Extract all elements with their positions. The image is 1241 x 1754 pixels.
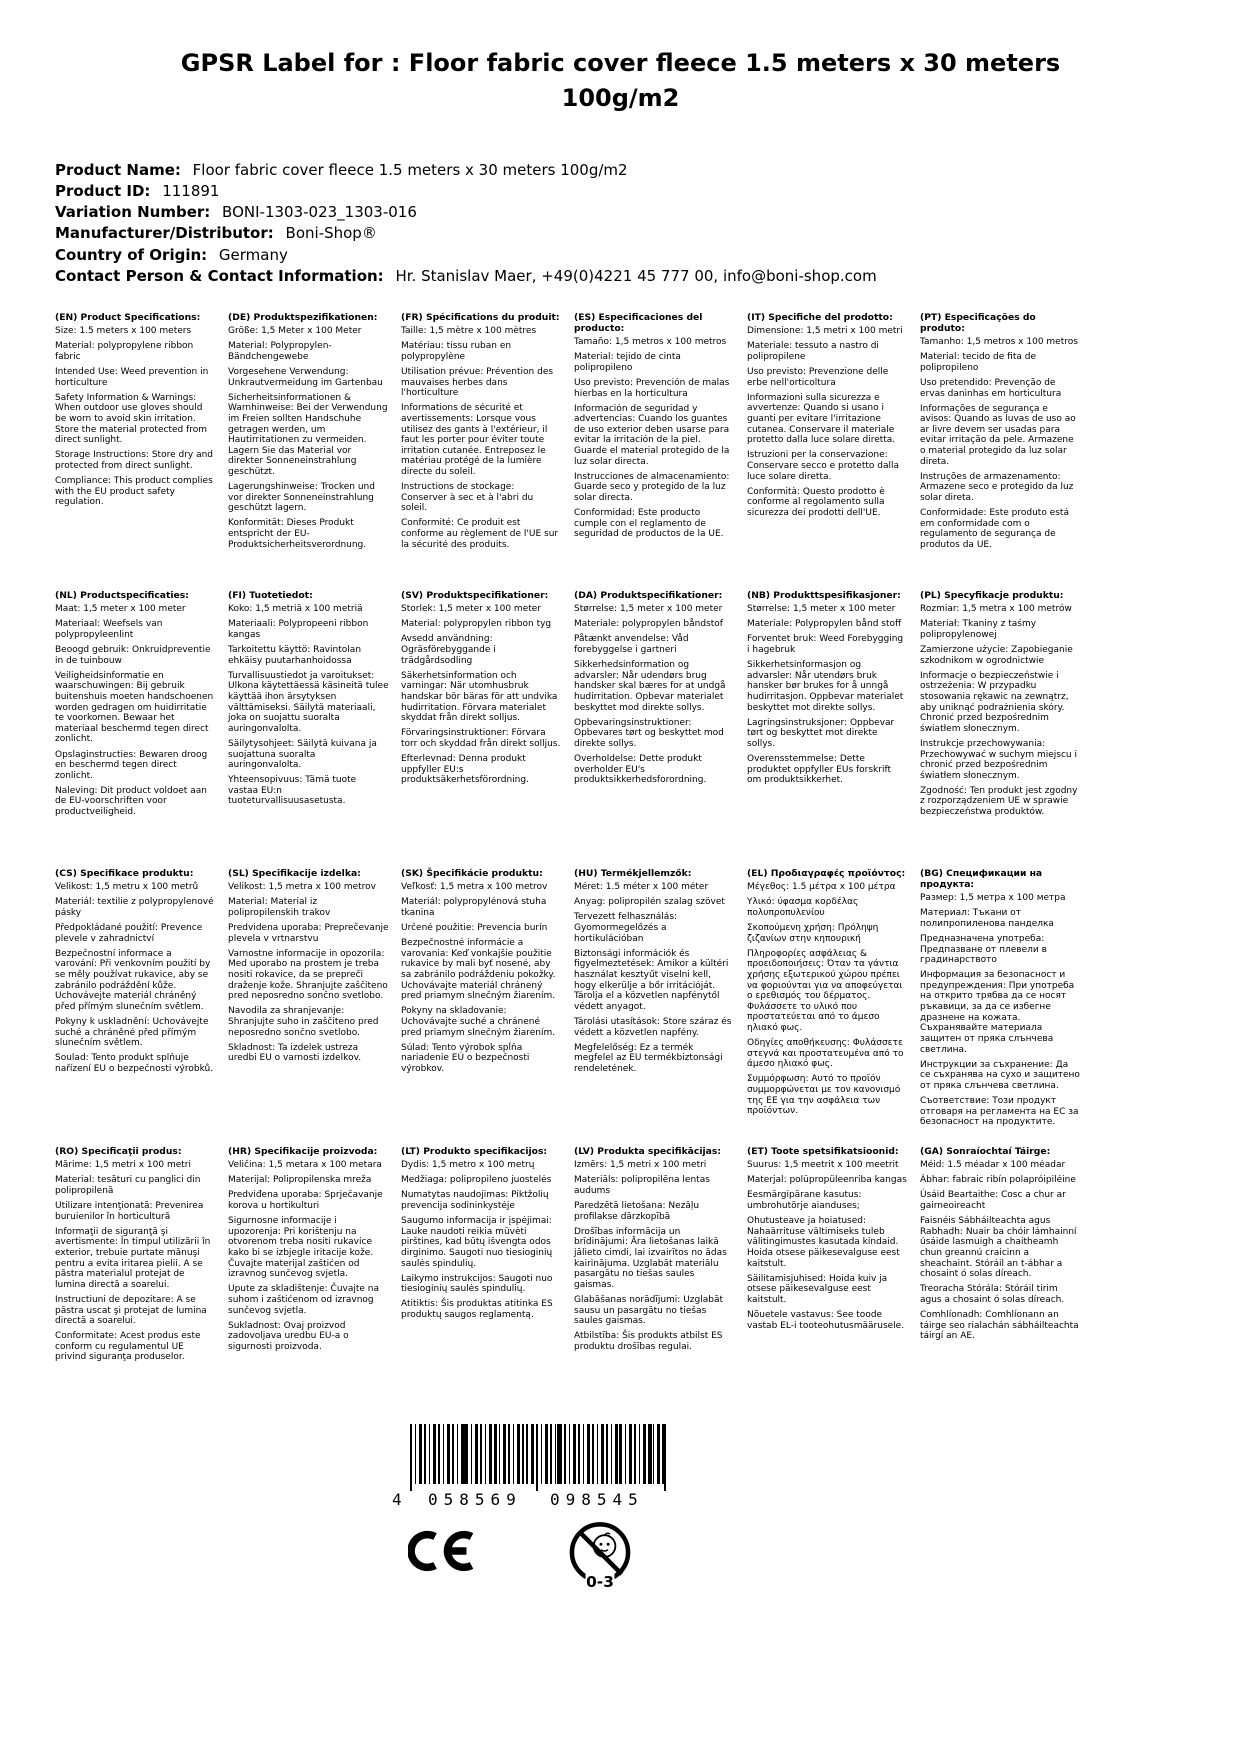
spec-paragraph: Material: Polypropylen-Bändchengewebe (228, 341, 332, 362)
spec-block (574, 869, 747, 1147)
spec-paragraph: Размер: 1,5 метра x 100 метра (920, 893, 1066, 904)
spec-paragraph: Opslaginstructies: Bewaren droog en beschermd tegen direct zonlicht. (55, 749, 208, 781)
spec-paragraph: Compliance: This product complies with the EU product safety regulation. (55, 476, 213, 508)
spec-paragraph: Izmērs: 1,5 metri x 100 metri (574, 1160, 707, 1171)
spec-paragraph: Medžiaga: polipropileno juostelės (401, 1175, 552, 1186)
spec-paragraph: Soulad: Tento produkt splňuje nařízení EU o bezpečnosti výrobků. (55, 1053, 214, 1074)
block-heading: (EL) Προδιαγραφές προϊόντος: (747, 868, 906, 880)
spec-paragraph: Material: polypropylene ribbon fabric (55, 341, 194, 362)
block-paragraphs (747, 604, 908, 786)
spec-paragraph: Beoogd gebruik: Onkruidpreventie in de tuinbouw (55, 645, 211, 666)
spec-block (574, 313, 747, 591)
spec-paragraph: Instrucciones de almacenamiento: Guarde seco y protegido de la luz solar directa. (574, 471, 730, 504)
spec-paragraph: Instructiuni de depozitare: A se păstra uscat şi protejat de lumina directă a soarelui. (55, 1294, 207, 1327)
spec-paragraph: Zgodność: Ten produkt jest zgodny z rozporządzeniem UE w sprawie bezpieczeństwa produktów. (920, 785, 1078, 818)
spec-paragraph: Информация за безопасност и предупреждения: При употреба на открито трябва да се носят ръкавици, за да се избегне дразнене на кожата. Съхранявайте материала защитен от пряка слънчева светлина. (920, 970, 1075, 1055)
spec-paragraph: Safety Information & Warnings: When outdoor use gloves should be worn to avoid skin irritation. Store the material protected from direct sunlight. (55, 392, 208, 446)
block-heading: (FR) Spécifications du produit: (401, 312, 560, 324)
spec-paragraph: Opbevaringsinstruktioner: Opbevares tørt og beskyttet mod direkte sollys. (574, 717, 724, 749)
spec-paragraph: Velikost: 1,5 metra x 100 metrov (228, 882, 376, 893)
spec-paragraph: Instructions de stockage: Conserver à sec et à l'abri du soleil. (401, 482, 534, 514)
age-warning-label: 0-3 (586, 1572, 614, 1591)
spec-paragraph: Nõuetele vastavus: See toode vastab EL-i tooteohutusmäärusele. (747, 1310, 905, 1331)
spec-paragraph: Material: Material iz polipropilenskih trakov (228, 897, 331, 918)
spec-block (401, 1147, 574, 1425)
spec-paragraph: Veličina: 1,5 metara x 100 metara (228, 1160, 382, 1171)
spec-paragraph: Ábhar: fabraic ribín polapróipiléine (920, 1175, 1076, 1186)
spec-block (747, 591, 920, 869)
block-heading: (ES) Especificaciones del producto: (574, 312, 703, 335)
spec-block (574, 591, 747, 869)
block-heading: (ET) Toote spetsifikatsioonid: (747, 1146, 899, 1158)
spec-paragraph: Navodila za shranjevanje: Shranjujte suho in zaščiteno pred neposredno sončno svetlobo. (228, 1006, 379, 1038)
spec-paragraph: Numatytas naudojimas: Piktžolių prevencija sodininkystėje (401, 1190, 549, 1212)
spec-paragraph: Upute za skladištenje: Čuvajte na suhom i zaštićenom od izravnog sunčevog svjetla. (228, 1284, 380, 1316)
spec-paragraph: Μέγεθος: 1.5 μέτρα x 100 μέτρα (747, 882, 896, 893)
spec-paragraph: Säilytysohjeet: Säilytä kuivana ja suojattuna suoralta auringonvalolta. (228, 738, 377, 771)
spec-paragraph: Atitiktis: Šis produktas atitinka ES produktų saugos reglamentą. (401, 1299, 553, 1321)
spec-paragraph: Laikymo instrukcijos: Saugoti nuo tiesioginių saulės spindulių. (401, 1273, 553, 1295)
spec-paragraph: Faisnéis Sábháilteachta agus Rabhadh: Nuair ba chóir lámhainní úsáide lasmuigh a chaitheamh chun greannú craicinn a sheachaint. Stóráil an t-ábhar a chosaint ó solas díreach. (920, 1216, 1077, 1280)
info-row (55, 266, 1241, 287)
spec-paragraph: Rozmiar: 1,5 metra x 100 metrów (920, 604, 1072, 615)
spec-paragraph: Eesmärgipärane kasutus: umbrohutõrje aianduses; (747, 1190, 862, 1212)
barcode-right-digits: 098545 (550, 1490, 644, 1509)
spec-paragraph: Megfelelőség: Ez a termék megfelel az EU termékbiztonsági rendeletének. (574, 1042, 723, 1074)
spec-paragraph: Συμμόρφωση: Αυτό το προϊόν συμμορφώνεται με τον κανονισμό της ΕΕ για την ασφάλεια των προϊόντων. (747, 1074, 901, 1117)
barcode-guard-bar (664, 1424, 666, 1491)
info-value: Boni-Shop® (285, 224, 377, 243)
spec-paragraph: Sicherheitsinformationen & Warnhinweise: Bei der Verwendung im Freien sollten Handschuhe getragen werden, um Hautirritationen zu vermeiden. Lagern Sie das Material vor direkter Sonneneinstrahlung geschützt. (228, 392, 388, 478)
spec-paragraph: Storlek: 1,5 meter x 100 meter (401, 604, 541, 615)
info-label: Country of Origin: (55, 245, 208, 264)
compliance-marks (408, 1524, 692, 1596)
spec-paragraph: Dydis: 1,5 metro x 100 metrų (401, 1160, 535, 1171)
block-paragraphs (55, 604, 216, 817)
spec-paragraph: Οδηγίες αποθήκευσης: Φυλάσσετε στεγνά και προστατευμένα από το άμεσο ηλιακό φως. (747, 1038, 904, 1070)
spec-paragraph: Förvaringsinstruktioner: Förvara torr och skyddad från direkt solljus. (401, 728, 561, 749)
spec-paragraph: Informazioni sulla sicurezza e avvertenze: Quando si usano i guanti per evitare l'irritazione cutanea. Conservare il materiale protetto dalla luce solare diretta. (747, 392, 896, 446)
block-heading: (DA) Produktspecifikationer: (574, 590, 723, 602)
info-label: Product ID: (55, 181, 151, 200)
spec-paragraph: Matériau: tissu ruban en polypropylène (401, 341, 512, 362)
spec-paragraph: Informações de segurança e avisos: Quando as luvas de uso ao ar livre devem ser usadas para evitar irritação da pele. Armazene o material protegido da luz solar direta. (920, 403, 1076, 467)
spec-block (55, 591, 228, 869)
spec-paragraph: Pokyny na skladovanie: Uchovávajte suché a chránené pred priamym slnečným žiarením. (401, 1006, 556, 1038)
spec-paragraph: Størrelse: 1,5 meter x 100 meter (747, 604, 896, 615)
spec-paragraph: Saugumo informacija ir įspėjimai: Lauke naudoti reikia mūvėti pirštines, kad būtų išvengta odos dirginimo. Saugoti nuo tiesioginių saulės spindulių. (401, 1216, 553, 1269)
block-heading: (SV) Produktspecifikationer: (401, 590, 549, 602)
block-paragraphs (574, 604, 735, 786)
block-heading: (EN) Product Specifications: (55, 312, 201, 324)
spec-block (920, 869, 1093, 1147)
spec-paragraph: Tamaño: 1,5 metros x 100 metros (574, 337, 727, 348)
block-heading: (DE) Produktspezifikationen: (228, 312, 378, 324)
block-paragraphs (920, 604, 1081, 817)
block-heading: (CS) Specifikace produktu: (55, 868, 194, 880)
spec-paragraph: Vorgesehene Verwendung: Unkrautvermeidung im Gartenbau (228, 367, 383, 388)
spec-paragraph: Koko: 1,5 metriä x 100 metriä (228, 604, 363, 615)
info-value: BONI-1303-023_1303-016 (222, 203, 417, 222)
block-heading: (FI) Tuotetiedot: (228, 590, 313, 602)
spec-paragraph: Suurus: 1,5 meetrit x 100 meetrit (747, 1160, 899, 1171)
spec-paragraph: Bezpečnostné informácie a varovania: Keď vonkajšie použitie rukavice by mali byť nosené, aby sa zabránilo podráždeniu pokožky. Uchovávajte materiál chránený pred priamym slnečným žiarením. (401, 938, 556, 1002)
spec-paragraph: Materiał: Tkaniny z taśmy polipropylenowej (920, 619, 1037, 640)
spec-paragraph: Material: polypropylen ribbon tyg (401, 619, 552, 630)
spec-paragraph: Overholdelse: Dette produkt overholder EU's produktsikkerhedsforordning. (574, 754, 707, 786)
block-paragraphs (55, 882, 216, 1074)
spec-paragraph: Informaţii de siguranţă şi avertismente: În timpul utilizării în exterior, trebuie purtate mănuşi pentru a evita iritarea pielii. A se păstra materialul protejat de lumina directă a soarelui. (55, 1226, 211, 1290)
barcode-digits (392, 1490, 692, 1508)
info-value: Hr. Stanislav Maer, +49(0)4221 45 777 00, info@boni-shop.com (395, 267, 877, 286)
spec-block (228, 1147, 401, 1425)
info-value: Germany (218, 245, 288, 264)
block-paragraphs (920, 1160, 1081, 1342)
info-value: Floor fabric cover fleece 1.5 meters x 30 meters 100g/m2 (192, 160, 628, 179)
spec-paragraph: Méid: 1.5 méadar x 100 méadar (920, 1160, 1066, 1171)
spec-paragraph: Uso pretendido: Prevenção de ervas daninhas em horticultura (920, 377, 1062, 399)
block-heading: (PT) Especificações do produto: (920, 312, 1036, 335)
block-paragraphs (228, 326, 389, 550)
spec-paragraph: Ohutusteave ja hoiatused: Nahaärrituse vältimiseks tuleb välitingimustes kasutada kindaid. Hoida otsese päikesevalguse eest kaitstult. (747, 1216, 900, 1269)
page-title: GPSR Label for : Floor fabric cover fleece 1.5 meters x 30 meters 100g/m2 (180, 49, 1061, 112)
product-info (55, 160, 1241, 288)
spec-paragraph: Předpokládané použití: Prevence plevele v zahradnictví (55, 923, 203, 944)
spec-paragraph: Turvallisuustiedot ja varoitukset: Ulkona käytettäessä käsineitä tulee käyttää ihon ärsytyksen välttämiseksi. Säilytä materiaali, joka on suojattu suoralta auringonvalolta. (228, 670, 389, 734)
spec-block (401, 313, 574, 591)
spec-paragraph: Méret: 1.5 méter x 100 méter (574, 882, 709, 893)
block-heading: (GA) Sonraíochtaí Táirge: (920, 1146, 1051, 1158)
info-row (55, 223, 1241, 244)
spec-paragraph: Påtænkt anvendelse: Våd forebyggelse i gartneri (574, 634, 689, 656)
spec-paragraph: Utilisation prévue: Prévention des mauvaises herbes dans l'horticulture (401, 367, 554, 399)
spec-paragraph: Úsáid Beartaithe: Cosc a chur ar gairneoireacht (920, 1190, 1066, 1212)
spec-paragraph: Treoracha Stórála: Stóráil tirim agus a chosaint ó solas díreach. (920, 1284, 1065, 1305)
spec-paragraph: Materijal: Polipropilenska mreža (228, 1175, 372, 1186)
bottom-symbols (392, 1424, 692, 1596)
block-heading: (NB) Produkttspesifikasjoner: (747, 590, 901, 602)
block-heading: (SK) Špecifikácie produktu: (401, 868, 543, 880)
spec-paragraph: Materiál: polypropylénová stuha tkanina (401, 897, 547, 918)
spec-paragraph: Avsedd användning: Ogräsförebyggande i trädgårdsodling (401, 634, 496, 666)
spec-paragraph: Efterlevnad: Denna produkt uppfyller EU:s produktsäkerhetsförordning. (401, 754, 529, 786)
spec-paragraph: Предназначена употреба: Предпазване от плевели в градинарството (920, 933, 1047, 966)
spec-paragraph: Información de seguridad y advertencias: Cuando los guantes de uso exterior deben usarse para evitar la irritación de la piel. Guarde el material protegido de la luz solar directa. (574, 403, 730, 467)
spec-block (228, 869, 401, 1147)
block-paragraphs (574, 1160, 735, 1352)
spec-paragraph: Dimensione: 1,5 metri x 100 metri (747, 326, 903, 337)
info-label: Contact Person & Contact Information: (55, 267, 384, 286)
spec-paragraph: Größe: 1,5 Meter x 100 Meter (228, 326, 362, 337)
spec-paragraph: Materiaal: Weefsels van polypropyleenlint (55, 619, 163, 640)
info-label: Product Name: (55, 160, 181, 179)
block-paragraphs (574, 337, 735, 540)
block-heading: (BG) Спецификации на продукта: (920, 868, 1043, 891)
spec-paragraph: Maat: 1,5 meter x 100 meter (55, 604, 186, 615)
spec-paragraph: Biztonsági információk és figyelmeztetések: Amikor a kültéri használat kesztyűt viselni kell, hogy elkerülje a bőr irritációját. Tárolja el a közvetlen napfénytől védett anyagot. (574, 948, 729, 1012)
info-label: Manufacturer/Distributor: (55, 224, 274, 243)
spec-paragraph: Съответствие: Този продукт отговаря на регламента на ЕС за безопасност на продуктите. (920, 1095, 1079, 1128)
spec-paragraph: Atbilstība: Šis produkts atbilst ES produktu drošības regulai. (574, 1331, 723, 1352)
spec-paragraph: Material: tejido de cinta polipropileno (574, 352, 681, 373)
spec-paragraph: Tárolási utasítások: Store száraz és védett a közvetlen napfény. (574, 1016, 732, 1038)
spec-paragraph: Súlad: Tento výrobok spĺňa nariadenie EÚ o bezpečnosti výrobkov. (401, 1042, 530, 1074)
block-heading: (LV) Produkta specifikācijas: (574, 1146, 721, 1158)
spec-paragraph: Σκοπούμενη χρήση: Πρόληψη ζιζανίων στην κηπουρική (747, 923, 879, 944)
spec-paragraph: Predvidena uporaba: Preprečevanje plevela v vrtnarstvu (228, 923, 389, 944)
spec-paragraph: Conformitate: Acest produs este conform cu regulamentul UE privind siguranţa produselor. (55, 1331, 201, 1363)
block-heading: (LT) Produkto specifikacijos: (401, 1146, 548, 1158)
spec-paragraph: Predviđena uporaba: Sprječavanje korova u hortikulturi (228, 1190, 383, 1212)
spec-paragraph: Conformità: Questo prodotto è conforme al regolamento sulla sicurezza dei prodotti dell'UE. (747, 486, 885, 518)
spec-block (55, 869, 228, 1147)
info-row (55, 181, 1241, 202)
spec-paragraph: Forventet bruk: Weed Forebygging i hagebruk (747, 634, 904, 656)
spec-paragraph: Zamierzone użycie: Zapobieganie szkodnikom w ogrodnictwie (920, 645, 1073, 666)
spec-paragraph: Säkerhetsinformation och varningar: När utomhusbruk handskar bör bäras för att undvika hudirritation. Förvara materialet skyddat från direkt solljus. (401, 670, 558, 724)
spec-paragraph: Mărime: 1,5 metri x 100 metri (55, 1160, 192, 1171)
spec-paragraph: Pokyny k uskladnění: Uchovávejte suché a chráněné před přímým slunečním světlem. (55, 1016, 209, 1049)
spec-block (747, 1147, 920, 1425)
spec-paragraph: Säilitamisjuhised: Hoida kuiv ja otsese päikesevalguse eest kaitstult. (747, 1273, 888, 1305)
info-value: 111891 (162, 181, 220, 200)
spec-paragraph: Υλικό: ύφασμα κορδέλας πολυπροπυλενίου (747, 897, 859, 918)
spec-paragraph: Conformité: Ce produit est conforme au règlement de l'UE sur la sécurité des produits. (401, 518, 559, 550)
block-paragraphs (228, 604, 389, 807)
spec-paragraph: Sikkerhetsinformasjon og advarsler: Når utendørs bruk hansker bør brukes for å unngå hudirritasjon. Oppbevar materialet beskyttet mot direkte sollys. (747, 660, 904, 713)
block-paragraphs (401, 882, 562, 1074)
block-paragraphs (747, 326, 908, 518)
block-paragraphs (920, 893, 1081, 1128)
spec-paragraph: Veiligheidsinformatie en waarschuwingen: Bij gebruik buitenshuis moeten handschoenen worden gedragen om huidirritatie te voorkomen. Bewaar het materiaal beschermd tegen direct zonlicht. (55, 670, 214, 745)
spec-block (401, 591, 574, 869)
block-heading: (NL) Productspecificaties: (55, 590, 189, 602)
spec-paragraph: Informations de sécurité et avertissements: Lorsque vous utilisez des gants à l'extérieur, il faut les porter pour éviter toute irritation cutanée. Entreposez le matériau protégé de la lumière directe du soleil. (401, 403, 548, 478)
block-paragraphs (920, 337, 1081, 550)
spec-block (55, 313, 228, 591)
spec-paragraph: Paredzētā lietošana: Nezāļu profilakse dārzkopībā (574, 1201, 700, 1222)
spec-paragraph: Instruções de armazenamento: Armazene seco e protegido da luz solar direta. (920, 471, 1074, 504)
barcode-lead-digit: 4 (392, 1490, 402, 1509)
info-row (55, 202, 1241, 223)
spec-paragraph: Comhlíonadh: Comhlíonann an táirge seo rialachán sábháilteachta táirgí an AE. (920, 1310, 1079, 1342)
spec-block (920, 313, 1093, 591)
barcode-guard-bar (536, 1424, 538, 1491)
spec-paragraph: Size: 1.5 meters x 100 meters (55, 326, 192, 337)
spec-paragraph: Materiāls: polipropilēna lentas audums (574, 1175, 710, 1196)
spec-block (55, 1147, 228, 1425)
block-paragraphs (55, 1160, 216, 1363)
ce-mark-icon (408, 1524, 474, 1578)
spec-paragraph: Storage Instructions: Store dry and protected from direct sunlight. (55, 450, 214, 471)
block-paragraphs (401, 326, 562, 550)
spec-block (747, 313, 920, 591)
spec-paragraph: Utilizare intenţionată: Prevenirea buruienilor în horticultură (55, 1201, 204, 1222)
block-paragraphs (228, 1160, 389, 1352)
spec-paragraph: Lagringsinstruksjoner: Oppbevar tørt og beskyttet mot direkte sollys. (747, 717, 895, 749)
spec-paragraph: Drošības informācija un brīdinājumi: Āra lietošanas laikā jālieto cimdi, lai izvairītos no ādas kairinājuma. Uzglabāt materiālu pasargātu no tiešas saules gaismas. (574, 1226, 727, 1290)
spec-paragraph: Overensstemmelse: Dette produktet oppfyller EUs forskrift om produktsikkerhet. (747, 754, 892, 786)
spec-paragraph: Určené použitie: Prevencia burín (401, 923, 548, 934)
block-heading: (HR) Specifikacije proizvoda: (228, 1146, 378, 1158)
spec-block (747, 869, 920, 1147)
spec-paragraph: Материал: Тъкани от полипропиленова панделка (920, 908, 1054, 929)
spec-block (228, 591, 401, 869)
spec-paragraph: Tamanho: 1,5 metros x 100 metros (920, 337, 1078, 348)
spec-block (228, 313, 401, 591)
block-heading: (RO) Specificaţii produs: (55, 1146, 182, 1158)
spec-paragraph: Materjal: polüpropüleenriba kangas (747, 1175, 907, 1186)
block-paragraphs (747, 1160, 908, 1331)
spec-paragraph: Instrukcje przechowywania: Przechowywać w suchym miejscu i chronić przed bezpośrednim światłem słonecznym. (920, 738, 1077, 781)
spec-block (920, 591, 1093, 869)
info-label: Variation Number: (55, 203, 211, 222)
info-row (55, 245, 1241, 266)
block-paragraphs (574, 882, 735, 1074)
spec-paragraph: Taille: 1,5 mètre x 100 mètres (401, 326, 537, 337)
spec-paragraph: Инструкции за съхранение: Да се съхранява на сухо и защитено от пряка слънчева светлина. (920, 1059, 1080, 1091)
spec-paragraph: Material: tesături cu panglici din polipropilenă (55, 1175, 201, 1196)
spec-paragraph: Naleving: Dit product voldoet aan de EU-voorschriften voor productveiligheid. (55, 785, 207, 818)
barcode-left-digits: 058569 (428, 1490, 522, 1509)
spec-block (920, 1147, 1093, 1425)
spec-paragraph: Materiale: polypropylen båndstof (574, 619, 723, 630)
spec-paragraph: Velikost: 1,5 metru x 100 metrů (55, 882, 199, 893)
spec-paragraph: Veľkosť: 1,5 metra x 100 metrov (401, 882, 548, 893)
spec-paragraph: Istruzioni per la conservazione: Conservare secco e protetto dalla luce solare diretta. (747, 450, 900, 482)
spec-paragraph: Sikkerhedsinformation og advarsler: Når udendørs brug handsker skal bæres for at undgå hudirritation. Opbevar materialet beskyttet mod direkte sollys. (574, 660, 726, 713)
spec-paragraph: Materiaali: Polypropeeni ribbon kangas (228, 619, 369, 640)
block-paragraphs (401, 604, 562, 786)
info-row (55, 160, 1241, 181)
age-warning-icon (562, 1516, 638, 1596)
spec-paragraph: Glabāšanas norādījumi: Uzglabāt sausu un pasargātu no tiešas saules gaismas. (574, 1294, 723, 1327)
spec-paragraph: Sigurnosne informacije i upozorenja: Pri korištenju na otvorenom treba nositi rukavice kako bi se izbjegle iritacije kože. Čuvajte materijal zaštićen od izravnog sunčevog svjetla. (228, 1216, 374, 1280)
spec-paragraph: Yhteensopivuus: Tämä tuote vastaa EU:n tuoteturvallisuusasetusta. (228, 775, 357, 807)
spec-paragraph: Material: tecido de fita de polipropileno (920, 352, 1036, 373)
spec-paragraph: Sukladnost: Ovaj proizvod zadovoljava uredbu EU-a o sigurnosti proizvoda. (228, 1320, 349, 1352)
spec-paragraph: Intended Use: Weed prevention in horticulture (55, 367, 209, 388)
spec-block (574, 1147, 747, 1425)
spec-paragraph: Tervezett felhasználás: Gyomormegelőzés a hortikulációban (574, 912, 678, 944)
block-paragraphs (228, 882, 389, 1064)
block-heading: (PL) Specyfikacje produktu: (920, 590, 1064, 602)
spec-paragraph: Materiale: tessuto a nastro di polipropilene (747, 341, 879, 362)
spec-paragraph: Størrelse: 1,5 meter x 100 meter (574, 604, 723, 615)
spec-paragraph: Conformidad: Este producto cumple con el reglamento de seguridad de productos de la UE. (574, 508, 724, 540)
barcode-guard-bar (410, 1424, 412, 1491)
spec-paragraph: Materiale: Polypropylen bånd stoff (747, 619, 902, 630)
spec-paragraph: Lagerungshinweise: Trocken und vor direkter Sonneneinstrahlung geschützt lagern. (228, 482, 375, 514)
block-paragraphs (55, 326, 216, 508)
spec-paragraph: Varnostne informacije in opozorila: Med uporabo na prostem je treba nositi rokavice, da se prepreči draženje kože. Shranjujte zaščiteno pred neposredno sončno svetlobo. (228, 948, 388, 1002)
block-heading: (HU) Termékjellemzők: (574, 868, 692, 880)
spec-paragraph: Skladnost: Ta izdelek ustreza uredbi EU o varnosti izdelkov. (228, 1042, 362, 1064)
spec-paragraph: Uso previsto: Prevenzione delle erbe nell'orticoltura (747, 367, 889, 388)
spec-paragraph: Informacje o bezpieczeństwie i ostrzeżenia: W przypadku stosowania rękawic na zewnątrz, aby uniknąć podrażnienia skóry. Chronić przed bezpośrednim światłem słonecznym. (920, 670, 1069, 734)
spec-paragraph: Uso previsto: Prevención de malas hierbas en la horticultura (574, 377, 730, 399)
spec-block (401, 869, 574, 1147)
language-blocks-grid (55, 313, 1241, 1425)
block-heading: (IT) Specifiche del prodotto: (747, 312, 893, 324)
spec-paragraph: Materiál: textilie z polypropylenové pásky (55, 897, 214, 918)
spec-paragraph: Πληροφορίες ασφάλειας & προειδοποιήσεις: Όταν τα γάντια χρήσης εξωτερικού χώρου πρέπει να φοριούνται για να αποφεύγεται ο ερεθισμός του δέρματος. Φυλάσσετε το υλικό που προστατεύεται από το άμεσο ηλιακό φως. (747, 948, 903, 1034)
spec-paragraph: Tarkoitettu käyttö: Ravintolan ehkäisy puutarhanhoidossa (228, 645, 362, 666)
block-paragraphs (401, 1160, 562, 1320)
spec-paragraph: Anyag: polipropilén szalag szövet (574, 897, 725, 908)
spec-paragraph: Bezpečnostní informace a varování: Při venkovním použití by se měly používat rukavice, aby se zabránilo podráždění kůže. Uchovávejte materiál chráněný před přímým slunečním světlem. (55, 948, 211, 1012)
block-paragraphs (747, 882, 908, 1117)
spec-paragraph: Konformität: Dieses Produkt entspricht der EU-Produktsicherheitsverordnung. (228, 518, 367, 550)
spec-paragraph: Conformidade: Este produto está em conformidade com o regulamento de segurança de produtos da UE. (920, 508, 1069, 550)
block-heading: (SL) Specifikacije izdelka: (228, 868, 361, 880)
barcode (410, 1424, 666, 1484)
